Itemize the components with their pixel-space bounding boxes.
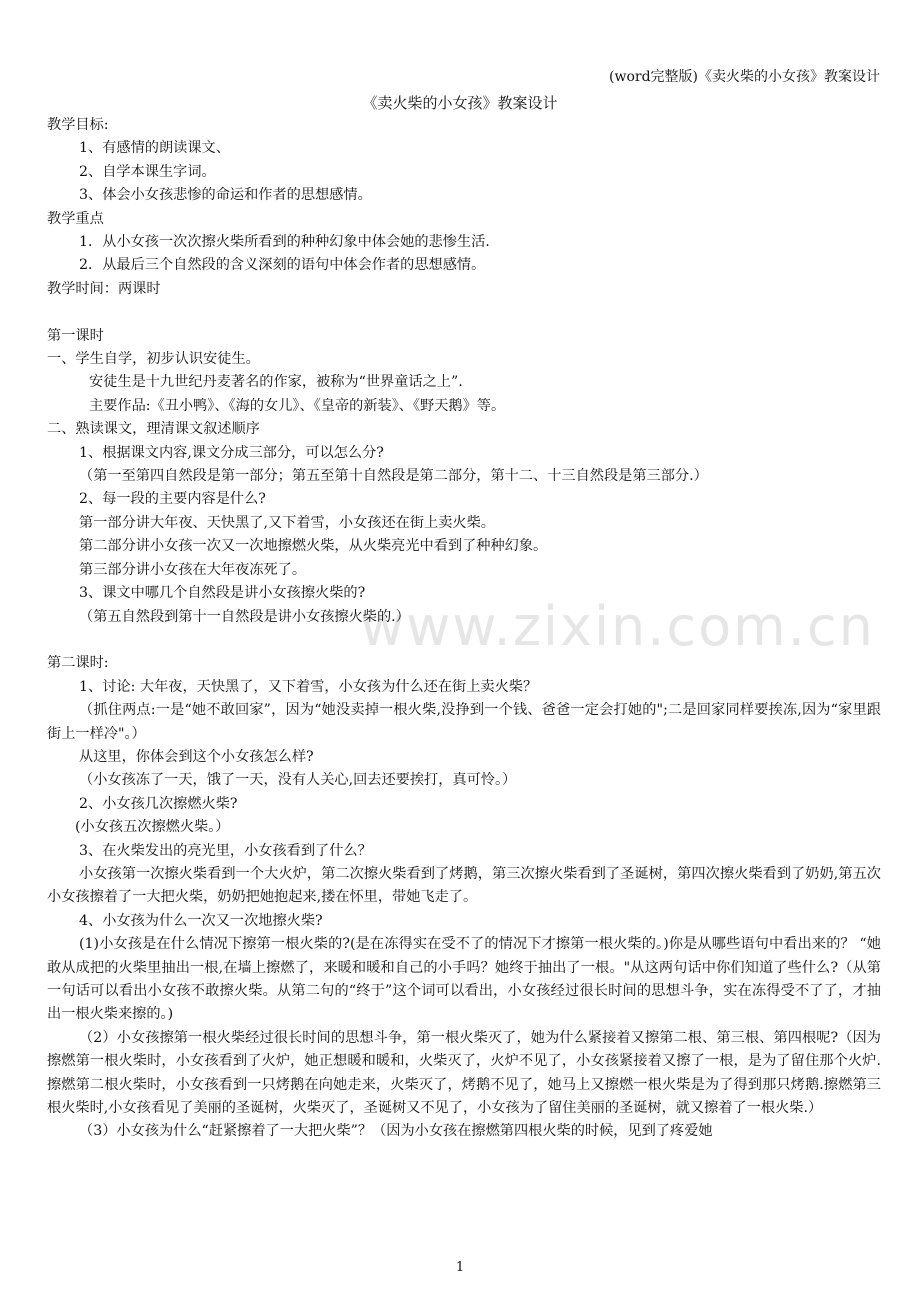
- watermark: www.zixin.com.cn: [360, 595, 875, 658]
- section-heading: 教学重点: [47, 210, 104, 227]
- section-heading: 二、熟读课文，理清课文叙述顺序: [47, 421, 260, 438]
- paragraph: 安徒生是十九世纪丹麦著名的作家，被称为“世界童话之上”.: [89, 374, 463, 391]
- list-item: 1、有感情的朗读课文、: [79, 140, 230, 157]
- section-heading: 一、学生自学，初步认识安徒生。: [47, 351, 260, 368]
- answer: （3）小女孩为什么“赶紧擦着了一大把火柴”？（因为小女孩在擦燃第四根火柴的时候，见到了疼爱她: [79, 1123, 713, 1140]
- paragraph: 主要作品:《丑小鸭》、《海的女儿》、《皇帝的新装》、《野天鹅》等。: [89, 397, 506, 414]
- lesson-heading: 第二课时:: [47, 655, 109, 672]
- answer: （第五自然段到第十一自然段是讲小女孩擦火柴的.）: [79, 608, 410, 625]
- lesson-heading: 第一课时: [47, 327, 104, 344]
- blank-line: [47, 629, 881, 652]
- question: 1、根据课文内容,课文分成三部分，可以怎么分?: [79, 444, 384, 461]
- question: 2、小女孩几次擦燃火柴?: [79, 795, 238, 812]
- section-heading: 教学时间：两课时: [47, 280, 161, 297]
- question: 从这里，你体会到这个小女孩怎么样?: [79, 748, 314, 765]
- section-heading: 教学目标:: [47, 117, 109, 133]
- question: 3、在火柴发出的亮光里，小女孩看到了什么？: [79, 842, 372, 859]
- document-body: [47, 114, 881, 1144]
- answer: （小女孩冻了一天，饿了一天，没有人关心,回去还要挨打，真可怜。）: [79, 772, 517, 789]
- answer: 第三部分讲小女孩在大年夜冻死了。: [79, 561, 307, 578]
- answer: （2）小女孩擦第一根火柴经过很长时间的思想斗争，第一根火柴灭了，她为什么紧接着又擦第二根、第三根、第四根呢?（因为擦燃第一根火柴时，小女孩看到了火炉，她正想暖和暖和，火柴灭了，火炉不见了，小女孩紧接着又擦了一根，是为了留住那个火炉.擦燃第二根火柴时，小女孩看到一只烤鹅在向她走来，火柴灭了，烤鹅不见了，她马上又擦燃一根火柴是为了得到那只烤鹅.擦燃第三根火柴时,小女孩看见了美丽的圣诞树，火柴灭了，圣诞树又不见了，小女孩为了留住美丽的圣诞树，就又擦着了一根火柴.）: [47, 1029, 881, 1117]
- running-header: (word完整版)《卖火柴的小女孩》教案设计: [609, 69, 880, 85]
- document-title: 《卖火柴的小女孩》教案设计: [362, 94, 558, 112]
- answer: （第一至第四自然段是第一部分；第五至第十自然段是第二部分，第十二、十三自然段是第三部分.）: [79, 468, 708, 485]
- answer: (小女孩五次擦燃火柴。）: [75, 819, 230, 836]
- blank-line: [47, 301, 881, 324]
- answer: (1)小女孩是在什么情况下擦第一根火柴的?(是在冻得实在受不了的情况下才擦第一根火柴的。)你是从哪些语句中看出来的？ “她敢从成把的火柴里抽出一根,在墙上擦燃了，来暖和暖和自己的小手吗？她终于抽出了一根。"从这两句话中你们知道了些什么?（从第一句话可以看出小女孩不敢擦火柴。从第二句的“终于”这个词可以看出，小女孩经过很长时间的思想斗争，实在冻得受不了了，才抽出一根火柴来擦的。): [47, 936, 881, 1023]
- list-item: 2、自学本课生字词。: [79, 163, 216, 180]
- page-number: 1: [455, 1260, 465, 1275]
- list-item: 3、体会小女孩悲惨的命运和作者的思想感情。: [79, 187, 372, 204]
- question: 4、小女孩为什么一次又一次地擦火柴?: [79, 912, 323, 929]
- question: 1、讨论: 大年夜，天快黑了，又下着雪，小女孩为什么还在街上卖火柴？: [79, 678, 538, 695]
- list-item: 1．从小女孩一次次擦火柴所看到的种种幻象中体会她的悲惨生活.: [79, 234, 490, 251]
- question: 3、课文中哪几个自然段是讲小女孩擦火柴的?: [79, 585, 366, 602]
- list-item: 2．从最后三个自然段的含义深刻的语句中体会作者的思想感情。: [79, 257, 486, 274]
- answer: 小女孩第一次擦火柴看到一个大火炉，第二次擦火柴看到了烤鹅，第三次擦火柴看到了圣诞树，第四次擦火柴看到了奶奶,第五次小女孩擦着了一大把火柴，奶奶把她抱起来,搂在怀里，带她飞走了。: [47, 865, 881, 906]
- question: 2、每一段的主要内容是什么?: [79, 491, 266, 508]
- answer: 第二部分讲小女孩一次又一次地擦燃火柴，从火柴亮光中看到了种种幻象。: [79, 538, 548, 555]
- answer: 第一部分讲大年夜、天快黑了,又下着雪，小女孩还在街上卖火柴。: [79, 514, 495, 531]
- answer: （抓住两点:一是“她不敢回家”，因为“她没卖掉一根火柴,没挣到一个钱、爸爸一定会打她的";二是回家同样要挨冻,因为“家里跟街上一样冷"。）: [47, 702, 881, 742]
